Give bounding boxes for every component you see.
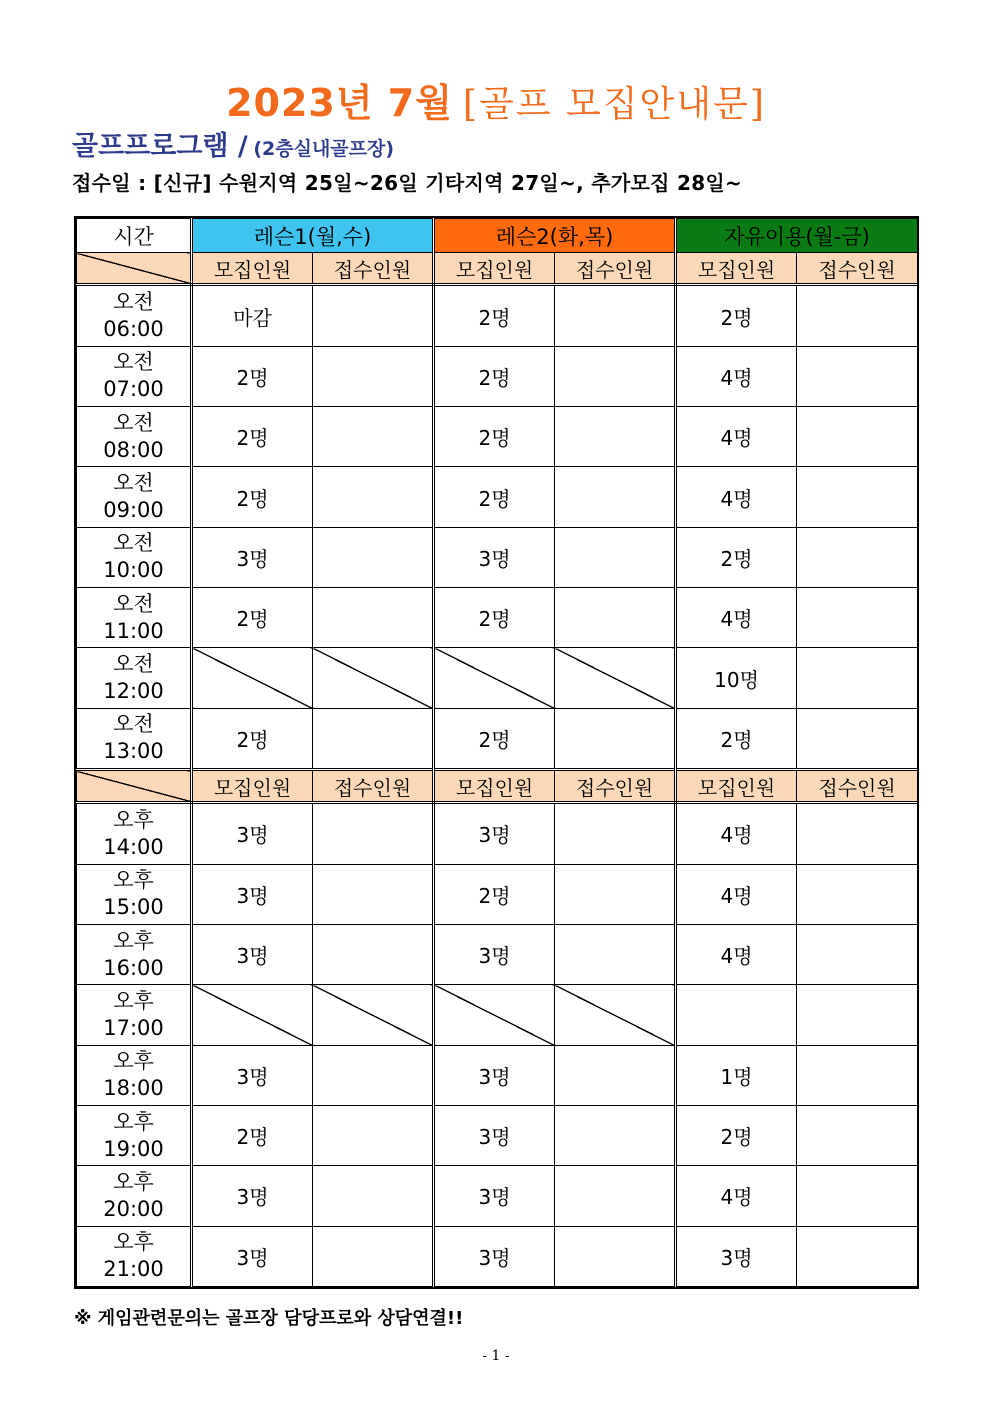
header-time: 시간 [77, 219, 192, 253]
recruit-count-cell: 3명 [434, 1045, 555, 1105]
accept-count-cell [555, 803, 676, 864]
recruit-count-cell: 2명 [192, 588, 313, 648]
accept-count-cell [555, 1045, 676, 1105]
recruit-count-cell: 마감 [192, 285, 313, 346]
table-row [77, 346, 918, 406]
time-cell [77, 648, 192, 708]
ampm-label: 오전 [113, 531, 154, 556]
time-cell [77, 1045, 192, 1105]
accept-count-header: 접수인원 [555, 253, 676, 285]
ampm-label: 오전 [113, 410, 154, 435]
recruit-count-cell: 4명 [676, 864, 797, 924]
recruit-count-cell: 4명 [676, 924, 797, 984]
time-cell [77, 407, 192, 467]
closed-slot-cell [434, 648, 555, 708]
ampm-label: 오후 [113, 1230, 154, 1255]
recruit-count-header: 모집인원 [192, 770, 313, 803]
ampm-label: 오후 [113, 1109, 154, 1134]
table-row [77, 924, 918, 984]
recruit-count-cell: 3명 [434, 1226, 555, 1287]
closed-slot-cell [555, 985, 676, 1045]
recruit-count-header: 모집인원 [434, 253, 555, 285]
recruit-count-cell: 2명 [676, 1105, 797, 1165]
time-cell [77, 985, 192, 1045]
table-row [77, 864, 918, 924]
accept-count-header: 접수인원 [313, 770, 434, 803]
accept-count-cell [797, 1166, 918, 1226]
time-cell [77, 467, 192, 527]
table-row [77, 648, 918, 708]
recruit-count-cell: 3명 [192, 1045, 313, 1105]
recruit-count-cell: 2명 [434, 346, 555, 406]
closed-slot-cell [192, 648, 313, 708]
table-row [77, 527, 918, 587]
subheader-row [77, 770, 918, 803]
accept-count-cell [313, 588, 434, 648]
time-cell [77, 924, 192, 984]
time-cell [77, 803, 192, 864]
accept-count-cell [313, 803, 434, 864]
accept-count-cell [313, 1166, 434, 1226]
subheader-row [77, 253, 918, 285]
footer-note: ※ 게임관련문의는 골프장 담당프로와 상담연결!! [74, 1308, 464, 1329]
time-label: 08:00 [103, 437, 164, 462]
time-cell [77, 1105, 192, 1165]
accept-count-cell [797, 285, 918, 346]
recruit-count-cell: 2명 [434, 407, 555, 467]
ampm-label: 오후 [113, 1169, 154, 1194]
accept-count-cell [555, 407, 676, 467]
recruit-count-cell: 3명 [676, 1226, 797, 1287]
time-cell [77, 588, 192, 648]
accept-count-cell [797, 924, 918, 984]
accept-count-cell [797, 1045, 918, 1105]
table-row [77, 1166, 918, 1226]
time-label: 09:00 [103, 498, 164, 523]
accept-count-cell [797, 346, 918, 406]
reception-dates: 접수일 : [신규] 수원지역 25일~26일 기타지역 27일~, 추가모집 28일~ [72, 171, 743, 195]
recruit-count-cell: 2명 [434, 467, 555, 527]
time-cell [77, 1226, 192, 1287]
accept-count-header: 접수인원 [555, 770, 676, 803]
ampm-label: 오후 [113, 1049, 154, 1074]
time-label: 17:00 [103, 1015, 164, 1040]
recruit-count-cell [676, 985, 797, 1045]
recruit-count-cell: 3명 [192, 924, 313, 984]
accept-count-cell [797, 648, 918, 708]
accept-count-cell [313, 864, 434, 924]
accept-count-cell [313, 1045, 434, 1105]
accept-count-cell [313, 708, 434, 769]
recruit-count-cell: 3명 [434, 1166, 555, 1226]
accept-count-cell [555, 588, 676, 648]
recruit-count-cell: 3명 [192, 1226, 313, 1287]
table-row [77, 708, 918, 769]
recruit-count-cell: 2명 [192, 467, 313, 527]
table-row [77, 467, 918, 527]
accept-count-cell [555, 527, 676, 587]
accept-count-cell [797, 588, 918, 648]
time-cell [77, 1166, 192, 1226]
table-row [77, 407, 918, 467]
accept-count-cell [797, 985, 918, 1045]
accept-count-cell [555, 708, 676, 769]
recruit-count-cell: 4명 [676, 407, 797, 467]
time-cell [77, 864, 192, 924]
time-label: 07:00 [103, 377, 164, 402]
recruit-count-cell: 4명 [676, 803, 797, 864]
time-label: 12:00 [103, 679, 164, 703]
accept-count-cell [555, 864, 676, 924]
accept-count-cell [555, 1105, 676, 1165]
accept-count-cell [797, 407, 918, 467]
closed-slot-cell [434, 985, 555, 1045]
accept-count-cell [313, 527, 434, 587]
time-cell [77, 346, 192, 406]
ampm-label: 오전 [113, 290, 154, 315]
recruit-count-cell: 2명 [434, 864, 555, 924]
recruit-count-cell: 10명 [676, 648, 797, 708]
accept-count-header: 접수인원 [797, 253, 918, 285]
recruit-count-cell: 2명 [676, 285, 797, 346]
accept-count-cell [555, 346, 676, 406]
header-row [77, 219, 918, 253]
recruit-count-cell: 2명 [434, 708, 555, 769]
time-cell [77, 708, 192, 769]
accept-count-cell [313, 1226, 434, 1287]
page-title [0, 72, 992, 127]
accept-count-cell [555, 467, 676, 527]
table-row [77, 985, 918, 1045]
recruit-count-cell: 4명 [676, 1166, 797, 1226]
recruit-count-cell: 2명 [192, 407, 313, 467]
accept-count-cell [797, 708, 918, 769]
recruit-count-cell: 4명 [676, 467, 797, 527]
header-free-use: 자유이용(월-금) [676, 219, 918, 253]
accept-count-cell [797, 1105, 918, 1165]
accept-count-cell [797, 527, 918, 587]
closed-slot-cell [313, 985, 434, 1045]
ampm-label: 오후 [113, 988, 154, 1013]
closed-slot-cell [192, 985, 313, 1045]
accept-count-cell [313, 924, 434, 984]
ampm-label: 오후 [113, 928, 154, 953]
ampm-label: 오후 [113, 807, 154, 832]
ampm-label: 오전 [113, 471, 154, 496]
accept-count-header: 접수인원 [797, 770, 918, 803]
recruit-count-cell: 2명 [192, 708, 313, 769]
schedule-table [74, 216, 919, 1289]
accept-count-cell [555, 924, 676, 984]
time-label: 10:00 [103, 558, 164, 583]
accept-count-cell [313, 346, 434, 406]
recruit-count-cell: 3명 [434, 1105, 555, 1165]
diagonal-header-cell [77, 770, 192, 803]
accept-count-cell [555, 285, 676, 346]
recruit-count-cell: 2명 [434, 588, 555, 648]
table-row [77, 1105, 918, 1165]
recruit-count-cell: 2명 [192, 1105, 313, 1165]
accept-count-cell [555, 1226, 676, 1287]
ampm-label: 오전 [113, 652, 154, 676]
recruit-count-cell: 3명 [434, 924, 555, 984]
recruit-count-cell: 3명 [434, 527, 555, 587]
recruit-count-cell: 2명 [676, 527, 797, 587]
recruit-count-cell: 4명 [676, 346, 797, 406]
time-label: 20:00 [103, 1196, 164, 1221]
time-label: 14:00 [103, 834, 164, 859]
recruit-count-header: 모집인원 [192, 253, 313, 285]
ampm-label: 오전 [113, 712, 154, 737]
closed-slot-cell [313, 648, 434, 708]
recruit-count-cell: 3명 [192, 527, 313, 587]
accept-count-cell [797, 864, 918, 924]
accept-count-cell [313, 285, 434, 346]
accept-count-cell [555, 1166, 676, 1226]
table-row [77, 285, 918, 346]
recruit-count-cell: 3명 [192, 803, 313, 864]
recruit-count-cell: 4명 [676, 588, 797, 648]
ampm-label: 오전 [113, 350, 154, 375]
recruit-count-cell: 3명 [434, 803, 555, 864]
time-cell [77, 527, 192, 587]
time-label: 11:00 [103, 618, 164, 643]
ampm-label: 오전 [113, 591, 154, 616]
recruit-count-header: 모집인원 [676, 253, 797, 285]
accept-count-cell [797, 467, 918, 527]
page-number: - 1 - [482, 1348, 510, 1364]
recruit-count-cell: 1명 [676, 1045, 797, 1105]
subtitle-main: 골프프로그램 / [72, 131, 248, 162]
ampm-label: 오후 [113, 868, 154, 893]
recruit-count-cell: 3명 [192, 1166, 313, 1226]
closed-slot-cell [555, 648, 676, 708]
recruit-count-header: 모집인원 [676, 770, 797, 803]
recruit-count-cell: 2명 [434, 285, 555, 346]
accept-count-cell [797, 803, 918, 864]
recruit-count-cell: 2명 [676, 708, 797, 769]
table-row [77, 588, 918, 648]
time-label: 13:00 [103, 739, 164, 764]
table-row [77, 1226, 918, 1287]
program-subtitle [72, 124, 394, 163]
accept-count-cell [313, 467, 434, 527]
time-label: 16:00 [103, 955, 164, 980]
time-label: 18:00 [103, 1076, 164, 1101]
accept-count-cell [313, 407, 434, 467]
title-year-month: 2023년 7월 [226, 81, 453, 125]
accept-count-cell [797, 1226, 918, 1287]
time-label: 21:00 [103, 1257, 164, 1282]
table-row [77, 803, 918, 864]
time-label: 06:00 [103, 317, 164, 342]
accept-count-header: 접수인원 [313, 253, 434, 285]
accept-count-cell [313, 1105, 434, 1165]
table-row [77, 1045, 918, 1105]
recruit-count-cell: 3명 [192, 864, 313, 924]
recruit-count-header: 모집인원 [434, 770, 555, 803]
time-label: 19:00 [103, 1136, 164, 1161]
time-label: 15:00 [103, 895, 164, 920]
subtitle-location: (2층실내골프장) [253, 138, 395, 160]
time-cell [77, 285, 192, 346]
diagonal-header-cell [77, 253, 192, 285]
header-lesson1: 레슨1(월,수) [192, 219, 434, 253]
recruit-count-cell: 2명 [192, 346, 313, 406]
title-bracket: [골프 모집안내문] [462, 84, 766, 125]
header-lesson2: 레슨2(화,목) [434, 219, 676, 253]
